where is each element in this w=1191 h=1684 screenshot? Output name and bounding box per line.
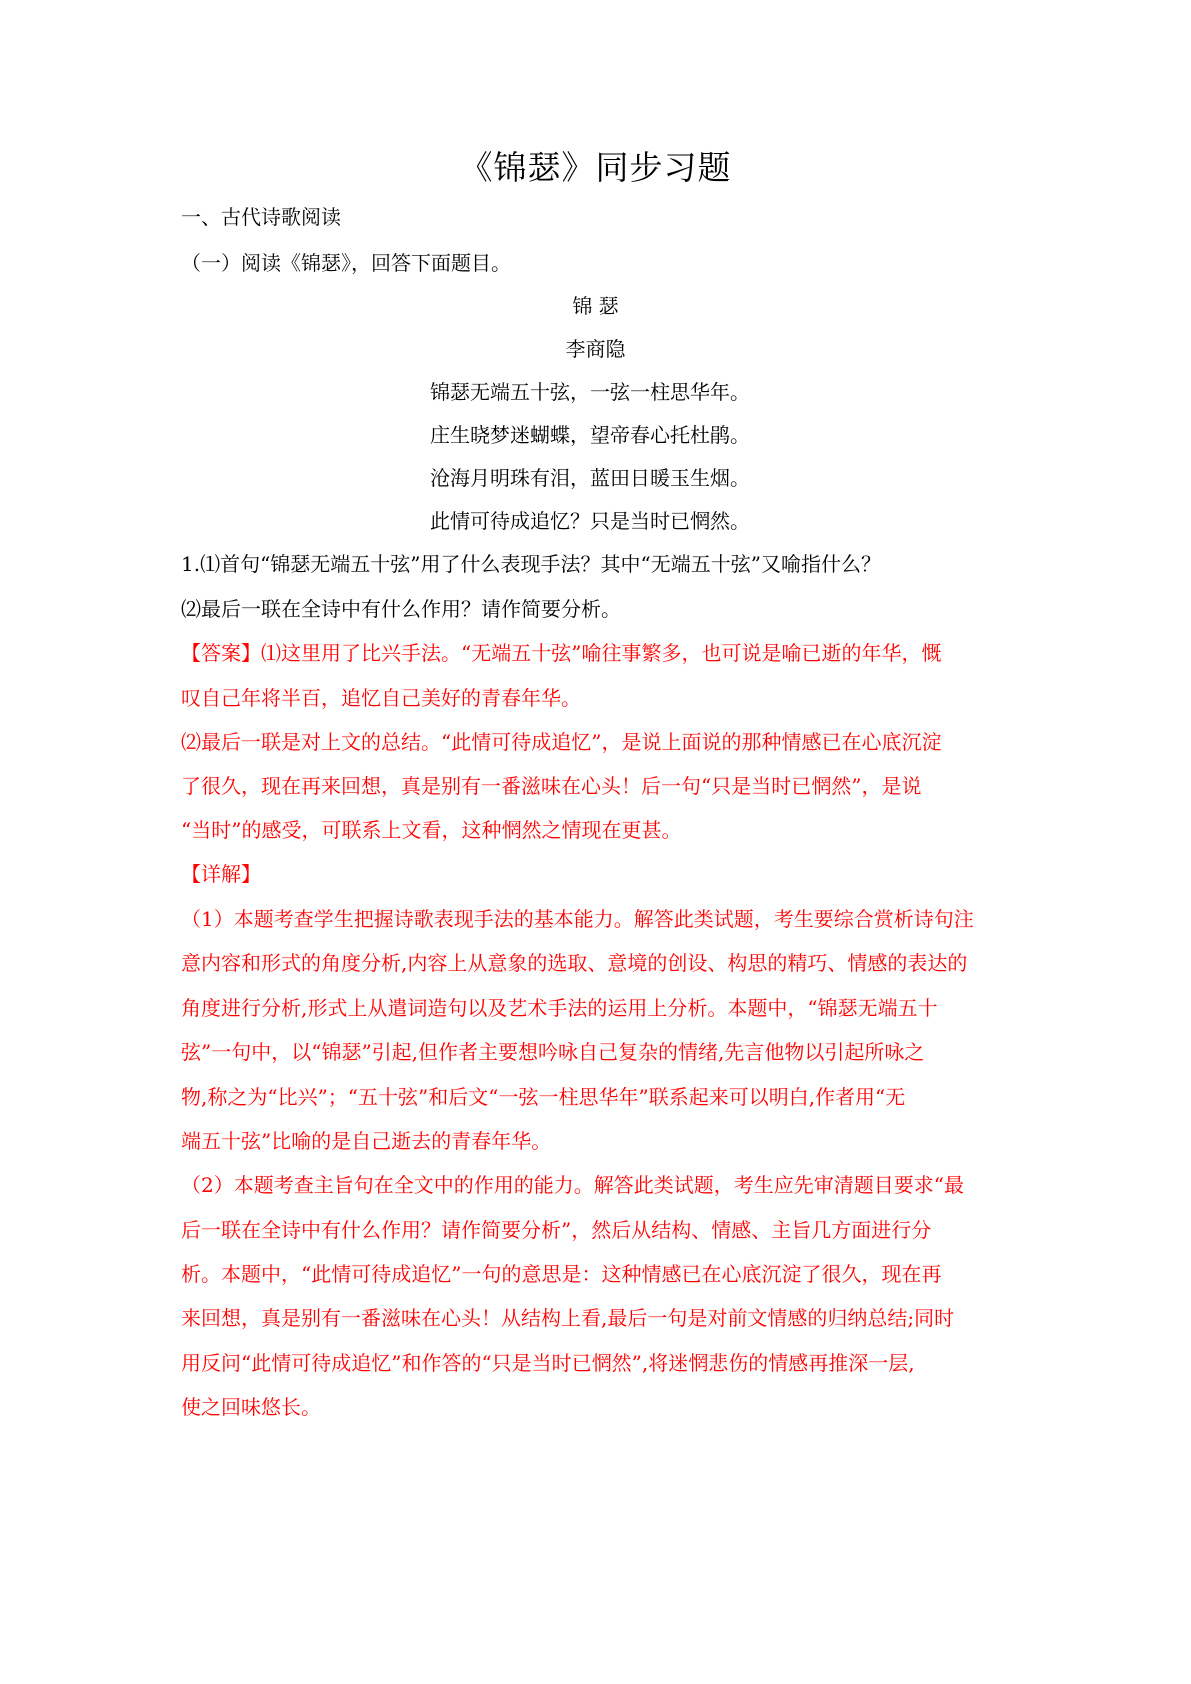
answer-line: 了很久，现在再来回想，真是别有一番滋味在心头！后一句“只是当时已惘然”，是说 [181,774,922,798]
answer-text: ⑴这里用了比兴手法。“无端五十弦”喻往事繁多，也可说是喻已逝的年华，慨 [261,641,942,665]
explanation-line: 物,称之为“比兴”；“五十弦”和后文“一弦一柱思华年”联系起来可以明白,作者用“无 [181,1085,906,1109]
explanation-line: （2）本题考查主旨句在全文中的作用的能力。解答此类试题，考生应先审清题目要求“最 [181,1173,964,1197]
explanation-line: 析。本题中，“此情可待成追忆”一句的意思是：这种情感已在心底沉淀了很久，现在再 [181,1262,942,1286]
question-1: 1.⑴首句“锦瑟无端五十弦”用了什么表现手法？其中“无端五十弦”又喻指什么？ [181,552,881,576]
explanation-line: 意内容和形式的角度分析,内容上从意象的选取、意境的创设、构思的精巧、情感的表达的 [181,951,968,975]
poem-line: 此情可待成追忆？只是当时已惘然。 [430,509,750,533]
answer-line: ⑵最后一联是对上文的总结。“此情可待成追忆”，是说上面说的那种情感已在心底沉淀 [181,730,942,754]
explanation-line: 来回想，真是别有一番滋味在心头！从结构上看,最后一句是对前文情感的归纳总结;同时 [181,1306,955,1330]
poem-author: 李商隐 [565,337,626,361]
explanation-line: 角度进行分析,形式上从遣词造句以及艺术手法的运用上分析。本题中，“锦瑟无端五十 [181,996,938,1020]
section-heading: 一、古代诗歌阅读 [181,205,341,229]
explanation-tag: 【详解】 [181,862,261,886]
answer-tag: 【答案】 [181,641,261,665]
explanation-line: （1）本题考查学生把握诗歌表现手法的基本能力。解答此类试题，考生要综合赏析诗句注 [181,907,974,931]
poem-line: 锦瑟无端五十弦，一弦一柱思华年。 [430,380,750,404]
sub-heading: （一）阅读《锦瑟》，回答下面题目。 [181,251,511,275]
question-2: ⑵最后一联在全诗中有什么作用？请作简要分析。 [181,597,621,621]
explanation-line: 弦”一句中，以“锦瑟”引起,但作者主要想吟咏自己复杂的情绪,先言他物以引起所咏之 [181,1040,925,1064]
explanation-line: 用反问“此情可待成追忆”和作答的“只是当时已惘然”,将迷惘悲伤的情感再推深一层, [181,1351,915,1375]
poem-line: 沧海月明珠有泪，蓝田日暖玉生烟。 [430,466,750,490]
poem-line: 庄生晓梦迷蝴蝶，望帝春心托杜鹃。 [430,423,750,447]
poem-title: 锦 瑟 [572,294,619,318]
answer-line: “当时”的感受，可联系上文看，这种惘然之情现在更甚。 [181,818,682,842]
explanation-line: 后一联在全诗中有什么作用？请作简要分析”，然后从结构、情感、主旨几方面进行分 [181,1218,932,1242]
answer-line [181,638,1021,668]
answer-line: 叹自己年将半百，追忆自己美好的青春年华。 [181,686,581,710]
explanation-line: 使之回味悠长。 [181,1395,321,1419]
explanation-line: 端五十弦”比喻的是自己逝去的青春年华。 [181,1129,552,1153]
page-title: 《锦瑟》同步习题 [459,148,732,187]
